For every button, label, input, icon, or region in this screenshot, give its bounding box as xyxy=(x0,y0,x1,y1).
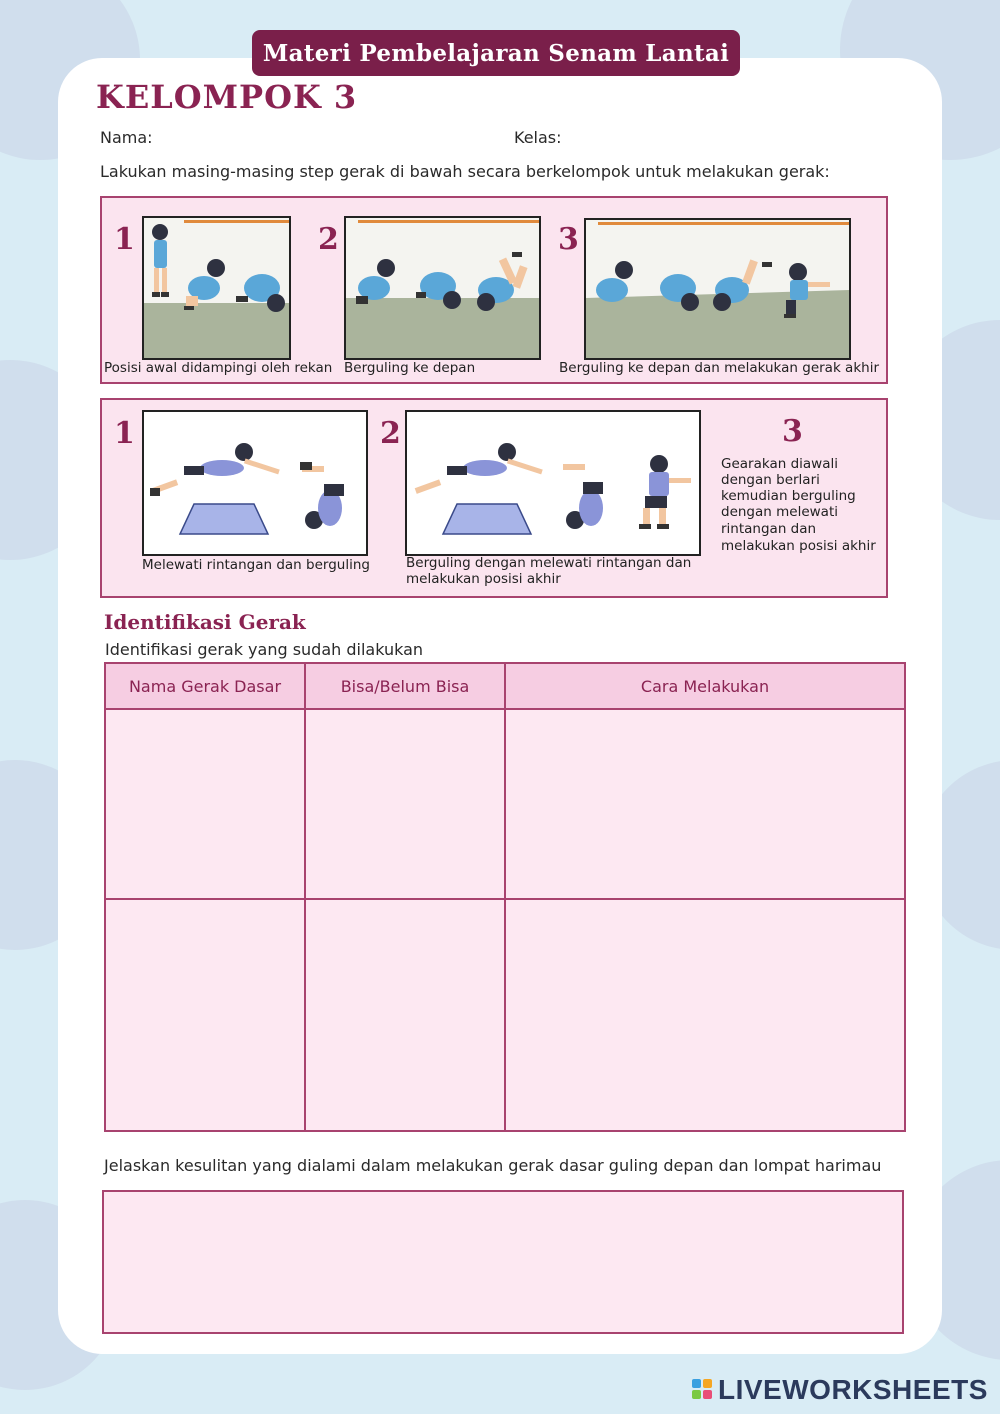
question-text: Jelaskan kesulitan yang dialami dalam melakukan gerak dasar guling depan dan lompat harimau xyxy=(104,1156,882,1175)
leap-step3-description-line: Gearakan diawali xyxy=(721,456,838,472)
step1-caption: Posisi awal didampingi oleh rekan xyxy=(104,360,333,376)
step-number: 3 xyxy=(558,222,579,257)
forward-roll-final-illustration xyxy=(586,220,849,358)
leap-step2-illustration xyxy=(405,410,701,556)
forward-roll-illustration xyxy=(346,218,539,358)
leap-step2-caption-line1: Berguling dengan melewati rintangan dan xyxy=(406,555,692,571)
step2-caption: Berguling ke depan xyxy=(344,360,476,376)
leap-over-obstacle-illustration xyxy=(144,412,366,554)
leap-step1-caption: Melewati rintangan dan berguling xyxy=(142,557,370,573)
step-number: 2 xyxy=(380,416,401,451)
answer-cell[interactable] xyxy=(305,899,505,1131)
banner-title: Materi Pembelajaran Senam Lantai xyxy=(252,30,740,76)
difficulty-answer-box[interactable] xyxy=(102,1190,904,1334)
leap-step1-illustration xyxy=(142,410,368,556)
answer-cell[interactable] xyxy=(505,899,905,1131)
leap-step2-caption-line2: melakukan posisi akhir xyxy=(406,571,561,587)
instruction-text: Lakukan masing-masing step gerak di bawah secara berkelompok untuk melakukan gerak: xyxy=(100,162,830,181)
class-label: Kelas: xyxy=(514,128,562,147)
column-header: Nama Gerak Dasar xyxy=(105,663,305,709)
step-number: 2 xyxy=(318,222,339,257)
table-header-row xyxy=(105,663,905,709)
step-number: 1 xyxy=(114,416,135,451)
table-row xyxy=(105,899,905,1131)
step-number: 3 xyxy=(782,414,803,449)
liveworksheets-logo xyxy=(692,1374,988,1406)
answer-cell[interactable] xyxy=(505,709,905,899)
leap-step3-description-line: kemudian berguling xyxy=(721,488,856,504)
leap-step3-description-line: dengan melewati xyxy=(721,504,838,520)
leap-and-final-position-illustration xyxy=(407,412,699,554)
leap-step3-description-line: melakukan posisi akhir xyxy=(721,538,876,554)
section-subtitle: Identifikasi gerak yang sudah dilakukan xyxy=(105,640,424,659)
column-header: Cara Melakukan xyxy=(505,663,905,709)
page-title: KELOMPOK 3 xyxy=(96,78,358,116)
brand-text: LIVEWORKSHEETS xyxy=(718,1374,988,1405)
identification-table xyxy=(104,662,906,1132)
step-number: 1 xyxy=(114,222,135,257)
answer-cell[interactable] xyxy=(105,899,305,1131)
liveworksheets-icon xyxy=(692,1379,714,1401)
column-header: Bisa/Belum Bisa xyxy=(305,663,505,709)
section-title: Identifikasi Gerak xyxy=(104,610,306,634)
table-row xyxy=(105,709,905,899)
step3-caption: Berguling ke depan dan melakukan gerak akhir xyxy=(559,360,880,376)
step1-illustration xyxy=(142,216,291,360)
forward-roll-start-illustration xyxy=(144,218,289,358)
leap-step3-description-line: dengan berlari xyxy=(721,472,820,488)
answer-cell[interactable] xyxy=(105,709,305,899)
leap-step3-description-line: rintangan dan xyxy=(721,521,817,537)
step2-illustration xyxy=(344,216,541,360)
answer-cell[interactable] xyxy=(305,709,505,899)
step3-illustration xyxy=(584,218,851,360)
name-label: Nama: xyxy=(100,128,153,147)
